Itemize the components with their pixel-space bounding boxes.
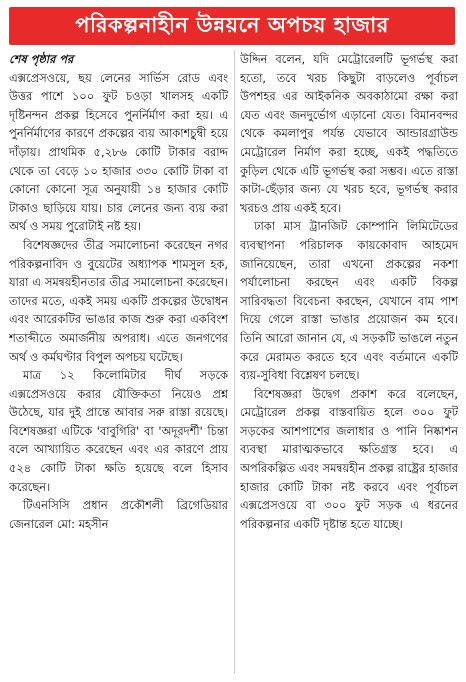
headline: পরিকল্পনাহীন উন্নয়নে অপচয় হাজার: [75, 12, 389, 37]
paragraph: বিশেষজ্ঞদের তীব্র সমালোচনা করেছেন নগর পরিকল্পনাবিদ ও বুয়েটের অধ্যাপক শামসুল হক, যারা এ সমন্বয়হীনতার তীব্র সমালোচনা করেছেন। তাদের মতে, একই সময় একটি প্রকল্পের উদ্বোধন এবং আরেকটির ভাঙার কাজ শুরু করা একবিংশ শতাব্দীতে অমার্জনীয় অপরাধ। এতে জনগণের অর্থ ও কর্মঘণ্টার বিপুল অপচয় ঘটেছে।: [9, 237, 228, 364]
paragraph: উদ্দিন বলেন, যদি মেট্রোরেলটি ভূগর্ভস্থ করা হতো, তবে খরচ কিছুটা বাড়লেও পূর্বাচল উপশহর এর আইকনিক অবকাঠামো রক্ষা করা যেত এবং জনদুর্ভোগ এড়ানো যেত। বিমানবন্দর থেকে কমলাপুর পর্যন্ত যেভাবে আন্ডারগ্রাউন্ড মেট্রোরেল নির্মাণ করা হচ্ছে, একই পদ্ধতিতে কুড়িল থেকে এটি ভূগর্ভস্থ করা সম্ভব। এতে রাস্তা কাটা-ছেঁড়ার জন্য যে খরচ হবে, ভূগর্ভস্থ করার খরচও প্রায় একই হবে।: [240, 52, 458, 215]
paragraph: টিএনসিসি প্রধান প্রকৌশলী ব্রিগেডিয়ার জেনারেল মো: মহসীন: [9, 498, 228, 531]
paragraph: এক্সপ্রেসওয়ে, ছয় লেনের সার্ভিস রোড এবং উত্তর পাশে ১০০ ফুট চওড়া খালসহ একটি দৃষ্টিনন্দন প্রকল্প হিসেবে পুনর্নির্মাণ করা হয়। এ পুনর্নির্মাণের কারণে প্রকল্পের ব্যয় আকাশচুম্বী হয়ে দাঁড়ায়। প্রাথমিক ৫,২৮৬ কোটি টাকার বরাদ্দ থেকে তা বেড়ে ১০ হাজার ৩৩০ কোটি টাকা বা কোনো কোনো সূত্র অনুযায়ী ১৪ হাজার কোটি টাকাও ছাড়িয়ে যায়। চার লেনের জন্য ব্যয় করা অর্থ ও সময় পুরোটাই নষ্ট হয়।: [9, 70, 228, 234]
paragraph: মাত্র ১২ কিলোমিটার দীর্ঘ সড়কে এক্সপ্রেসওয়ে করার যৌক্তিকতা নিয়েও প্রশ্ন উঠেছে, যার দুই প্রান্তে আবার সরু রাস্তা রয়েছে। বিশেষজ্ঞরা এটিকে 'বাবুগিরি' বা 'অদূরদর্শী' চিন্তা বলে আখ্যায়িত করেছেন এবং এর কারণে প্রায় ৫২৪ কোটি টাকা ক্ষতি হয়েছে বলে হিসাব করেছেন।: [9, 368, 228, 494]
continuation-label: শেষ পৃষ্ঠার পর: [9, 52, 74, 66]
paragraph: ঢাকা মাস ট্রানজিট কোম্পানি লিমিটেডের ব্যবস্থাপনা পরিচালক কায়কোবাদ আহমেদ জানিয়েছেন, তারা এখনো প্রকল্পের নকশা পর্যালোচনা করছেন এবং একটি বিকল্প সারিবদ্ধতা বিবেচনা করছেন, যেখানে বাম পাশ দিয়ে গেলে রাস্তা ভাঙার প্রয়োজন কম হবে। তিনি আরো জানান যে, এ সড়কটি ভাঙলে নতুন করে মেরামত করতে হবে এবং বর্তমানে একটি ব্যয়-সুবিধা বিশ্লেষণ চলছে।: [240, 219, 458, 383]
left-column: [9, 50, 228, 678]
paragraph: বিশেষজ্ঞরা উদ্বেগ প্রকাশ করে বলেছেন, মেট্রোরেল প্রকল্প বাস্তবায়িত হলে ৩০০ ফুট সড়কের আশপাশের জলাধার ও পানি নিষ্কাশন ব্যবস্থা মারাত্মকভাবে ক্ষতিগ্রস্ত হবে। এ অপরিকল্পিত এবং সমন্বয়হীন প্রকল্প রাষ্ট্রের হাজার হাজার কোটি টাকা নষ্ট করবে এবং পূর্বাচল এক্সপ্রেসওয়ে বা ৩০০ ফুট সড়ক এ ধরনের পরিকল্পনার একটি দৃষ্টান্ত হতে যাচ্ছে।: [240, 386, 458, 531]
right-column: [240, 50, 458, 678]
column-divider: [234, 50, 235, 674]
headline-banner: [9, 7, 455, 45]
